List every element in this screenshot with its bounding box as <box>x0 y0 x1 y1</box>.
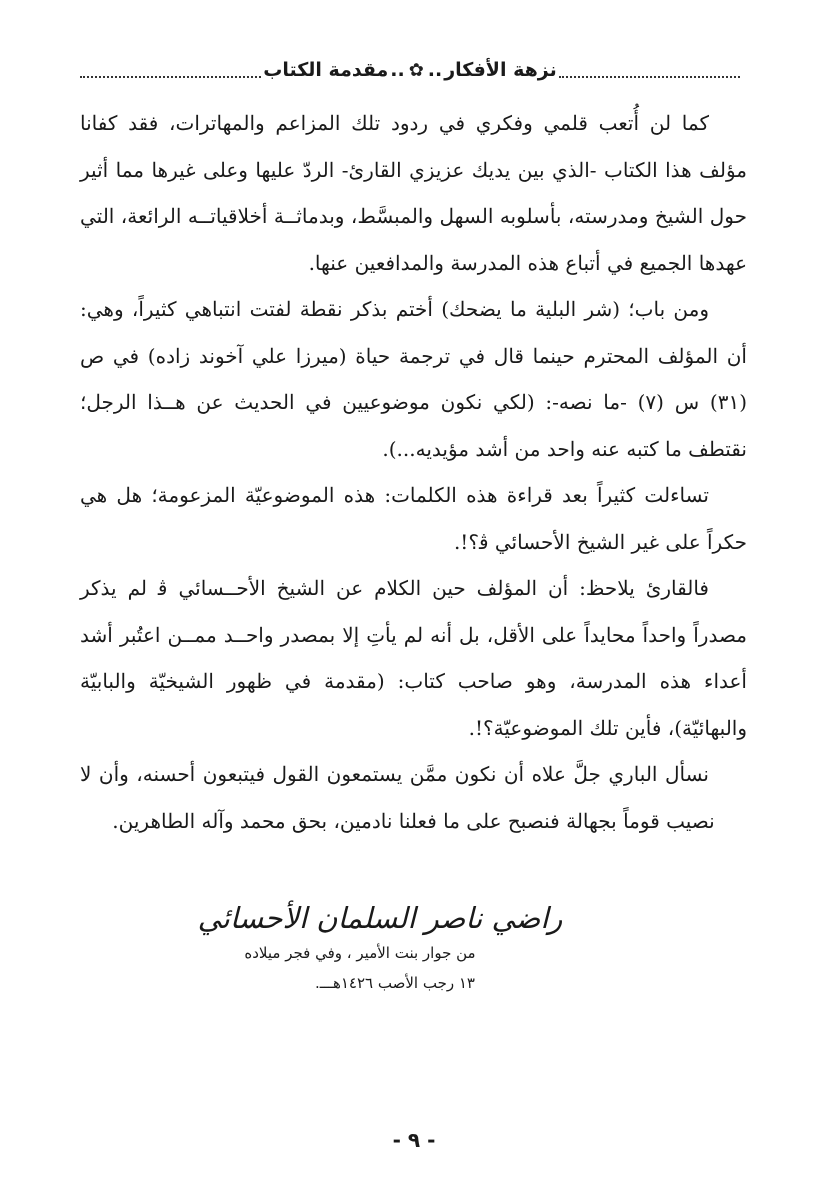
page-number: - ٩ - <box>392 1128 436 1152</box>
paragraph-2: ومن باب؛ (شر البلية ما يضحك) أختم بذكر نقطة لفتت انتباهي كثيراً، وهي: أن المؤلف المحترم حينما قال في ترجمة حياة (ميرزا علي آخوند زاده) في ص (٣١) س (٧) -ما نصه-: (لكي نكون موضوعيين في الحديث عن هــذا الرجل؛ نقتطف ما كتبه عنه واحد من أشد مؤيديه...). <box>80 297 747 461</box>
paragraph-5: نسأل الباري جلَّ علاه أن نكون ممَّن يستمعون القول فيتبعون أحسنه، وأن لا نصيب قوماً بجهالة فنصبح على ما فعلنا نادمين، بحق محمد وآله الطاهرين. <box>80 762 715 833</box>
paragraph-1: كما لن أُتعب قلمي وفكري في ردود تلك المزاعم والمهاترات، فقد كفانا مؤلف هذا الكتاب -الذي بين يديك عزيزي القارئ- الردّ عليها وعلى غيرها مما أثير حول الشيخ ومدرسته، بأسلوبه السهل والمبسَّط، وبدماثــة أخلاقياتــه الرائعة، التي عهدها الجميع في أتباع هذه المدرسة والمدافعين عنها. <box>80 111 747 275</box>
header-book-title: نزهة الأفكار <box>444 59 557 81</box>
paragraph-3: تساءلت كثيراً بعد قراءة هذه الكلمات: هذه الموضوعيّة المزعومة؛ هل هي حكراً على غير الشيخ الأحسائي ﭬ؟!. <box>80 483 747 554</box>
running-header <box>80 52 740 88</box>
header-separator-right: .. <box>427 59 443 81</box>
main-text <box>80 100 747 844</box>
header-dots-left <box>80 76 261 78</box>
author-signature: راضي ناصر السلمان الأحسائي <box>197 901 563 935</box>
header-separator-left: .. <box>390 59 405 81</box>
header-dots-right <box>559 76 740 78</box>
signature-block <box>120 898 600 998</box>
signature-date: ١٣ رجب الأصب ١٤٢٦هـــ. <box>315 974 475 992</box>
header-section-title: مقدمة الكتاب <box>263 59 389 81</box>
paragraph-4: فالقارئ يلاحظ: أن المؤلف حين الكلام عن الشيخ الأحــسائي ﭬ لم يذكر مصدراً واحداً محايداً على الأقل، بل أنه لم يأتِ إلا بمصدر واحــد ممــن اعتُبر أشد أعداء هذه المدرسة، وهو صاحب كتاب: (مقدمة في ظهور الشيخيّة والبابيّة والبهائيّة)، فأين تلك الموضوعيّة؟!. <box>80 576 747 740</box>
signature-location: من جوار بنت الأمير ، وفي فجر ميلاده <box>244 944 476 962</box>
flower-ornament-icon: ✿ <box>408 59 424 81</box>
